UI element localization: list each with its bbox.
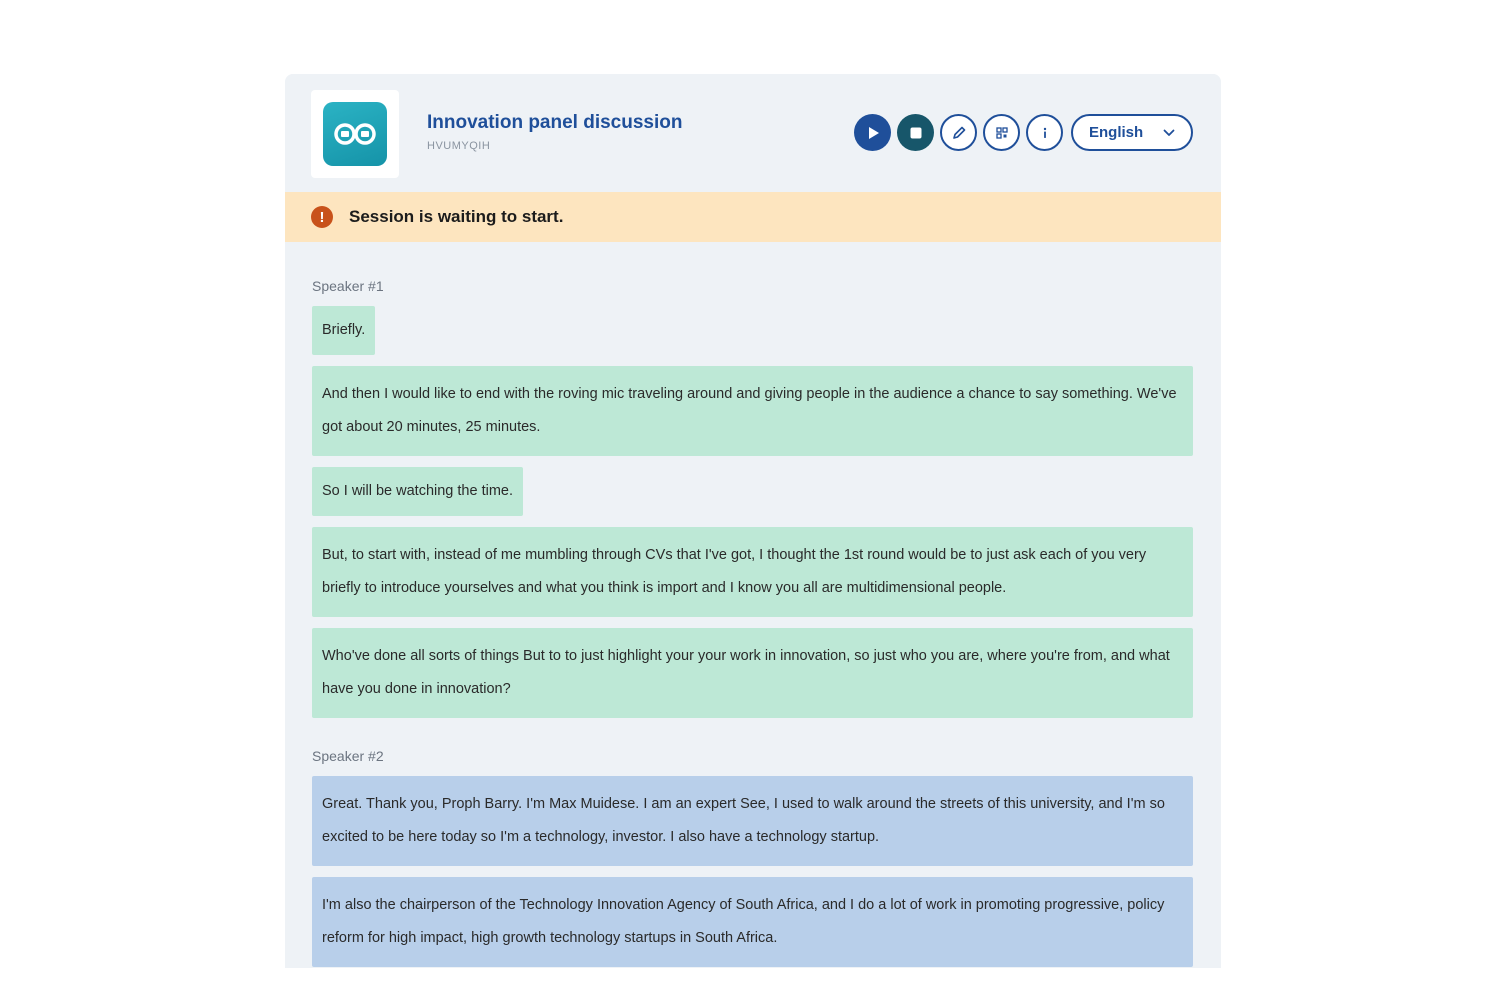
qr-code-icon xyxy=(994,125,1010,141)
status-banner xyxy=(285,192,1221,242)
info-button[interactable] xyxy=(1026,114,1063,151)
play-icon xyxy=(866,126,880,140)
transcript-line: I'm also the chairperson of the Technology Innovation Agency of South Africa, and I do a lot of work in promoting progressive, policy reform for high impact, high growth technology startups in South Africa. xyxy=(312,877,1193,967)
session-controls xyxy=(854,114,1193,151)
play-button[interactable] xyxy=(854,114,891,151)
session-panel xyxy=(285,74,1221,968)
speaker-label: Speaker #2 xyxy=(312,748,384,764)
status-message: Session is waiting to start. xyxy=(349,207,564,226)
alert-icon: ! xyxy=(311,206,333,228)
transcript-line: Briefly. xyxy=(312,306,375,355)
speaker-label: Speaker #1 xyxy=(312,278,384,294)
stop-button[interactable] xyxy=(897,114,934,151)
info-icon xyxy=(1037,125,1053,141)
stop-icon xyxy=(909,126,923,140)
chevron-down-icon xyxy=(1163,129,1175,137)
session-title: Innovation panel discussion xyxy=(427,112,683,133)
transcript-line: Great. Thank you, Proph Barry. I'm Max Muidese. I am an expert See, I used to walk around the streets of this university, and I'm so excited to be here today so I'm a technology, investor. I also have a technology startup. xyxy=(312,776,1193,866)
language-select[interactable] xyxy=(1071,114,1193,151)
app-logo xyxy=(311,90,399,178)
language-value: English xyxy=(1089,124,1144,141)
transcript-line: So I will be watching the time. xyxy=(312,467,523,516)
qr-code-button[interactable] xyxy=(983,114,1020,151)
session-code: HVUMYQIH xyxy=(427,140,491,152)
pencil-icon xyxy=(951,125,967,141)
transcript-line: Who've done all sorts of things But to to just highlight your your work in innovation, so just who you are, where you're from, and what have you done in innovation? xyxy=(312,628,1193,718)
transcript-line: And then I would like to end with the roving mic traveling around and giving people in the audience a chance to say something. We've got about 20 minutes, 25 minutes. xyxy=(312,366,1193,456)
edit-button[interactable] xyxy=(940,114,977,151)
transcript xyxy=(285,242,1221,967)
session-header xyxy=(285,74,1221,192)
infinity-logo-icon xyxy=(323,102,387,166)
transcript-line: But, to start with, instead of me mumbling through CVs that I've got, I thought the 1st round would be to just ask each of you very briefly to introduce yourselves and what you think is import and I know you all are multidimensional people. xyxy=(312,527,1193,617)
